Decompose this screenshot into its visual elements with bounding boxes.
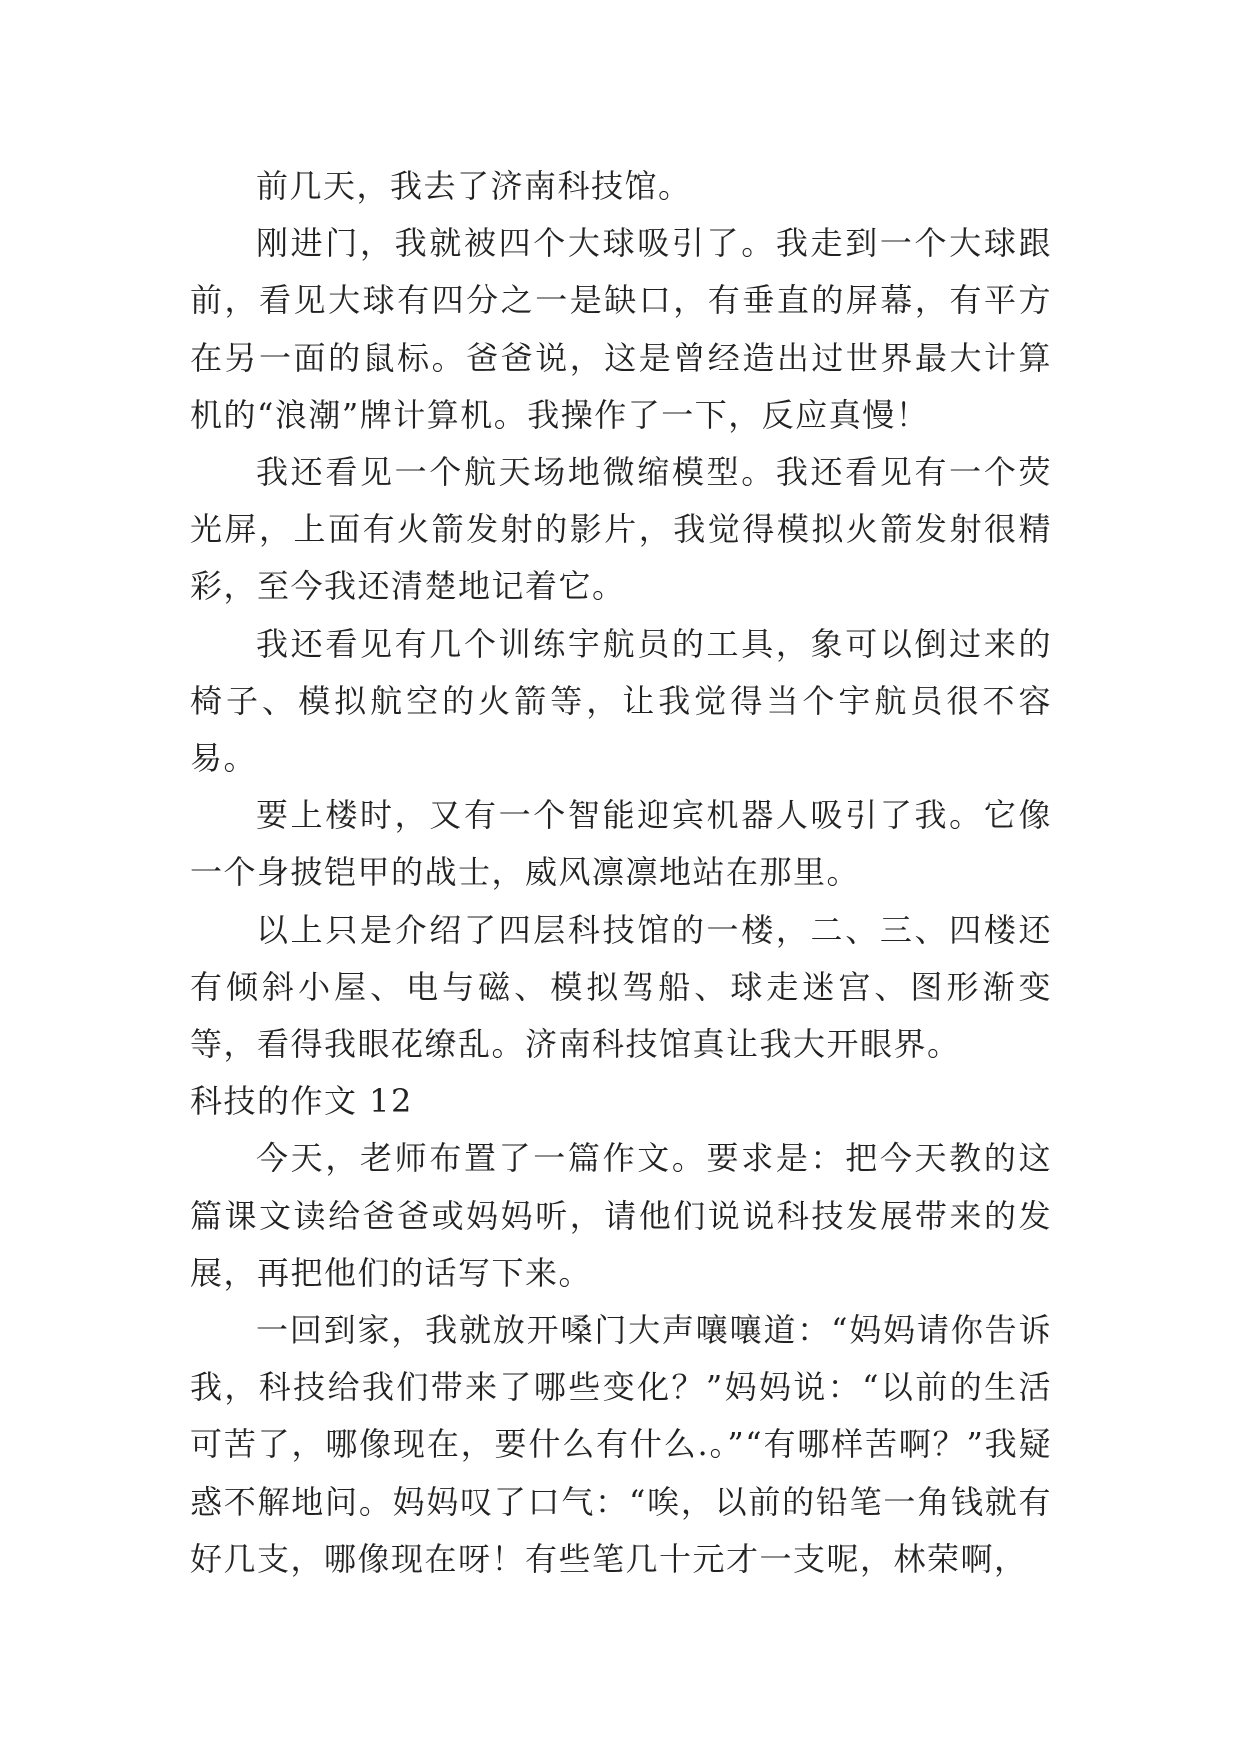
paragraph-assignment: 今天，老师布置了一篇作文。要求是：把今天教的这篇课文读给爸爸或妈妈听，请他们说说科技发展带来的发展，再把他们的话写下来。 [190,1139,1052,1292]
essay-body [190,158,1052,1588]
paragraph-robot: 要上楼时，又有一个智能迎宾机器人吸引了我。它像一个身披铠甲的战士，威风凛凛地站在那里。 [190,796,1052,892]
paragraph-summary: 以上只是介绍了四层科技馆的一楼，二、三、四楼还有倾斜小屋、电与磁、模拟驾船、球走迷宫、图形渐变等，看得我眼花缭乱。济南科技馆真让我大开眼界。 [190,910,1052,1064]
paragraph-conversation: 一回到家，我就放开嗓门大声嚷嚷道：“妈妈请你告诉我，科技给我们带来了哪些变化？”妈妈说：“以前的生活可苦了，哪像现在，要什么有什么.。”“有哪样苦啊？”我疑惑不解地问。妈妈叹了口气：“唉，以前的铅笔一角钱就有好几支，哪像现在呀！有些笔几十元才一支呢，林荣啊， [190,1311,1052,1578]
paragraph-astronaut-tools: 我还看见有几个训练宇航员的工具，象可以倒过来的椅子、模拟航空的火箭等，让我觉得当个宇航员很不容易。 [190,624,1052,778]
paragraph-big-balls: 刚进门，我就被四个大球吸引了。我走到一个大球跟前，看见大球有四分之一是缺口，有垂直的屏幕，有平方在另一面的鼠标。爸爸说，这是曾经造出过世界最大计算机的“浪潮”牌计算机。我操作了一下，反应真慢！ [190,224,1052,434]
paragraph-space-model: 我还看见一个航天场地微缩模型。我还看见有一个荧光屏，上面有火箭发射的影片，我觉得模拟火箭发射很精彩，至今我还清楚地记着它。 [190,453,1052,606]
paragraph-intro: 前几天，我去了济南科技馆。 [256,167,692,205]
essay-heading: 科技的作文 12 [190,1082,413,1121]
